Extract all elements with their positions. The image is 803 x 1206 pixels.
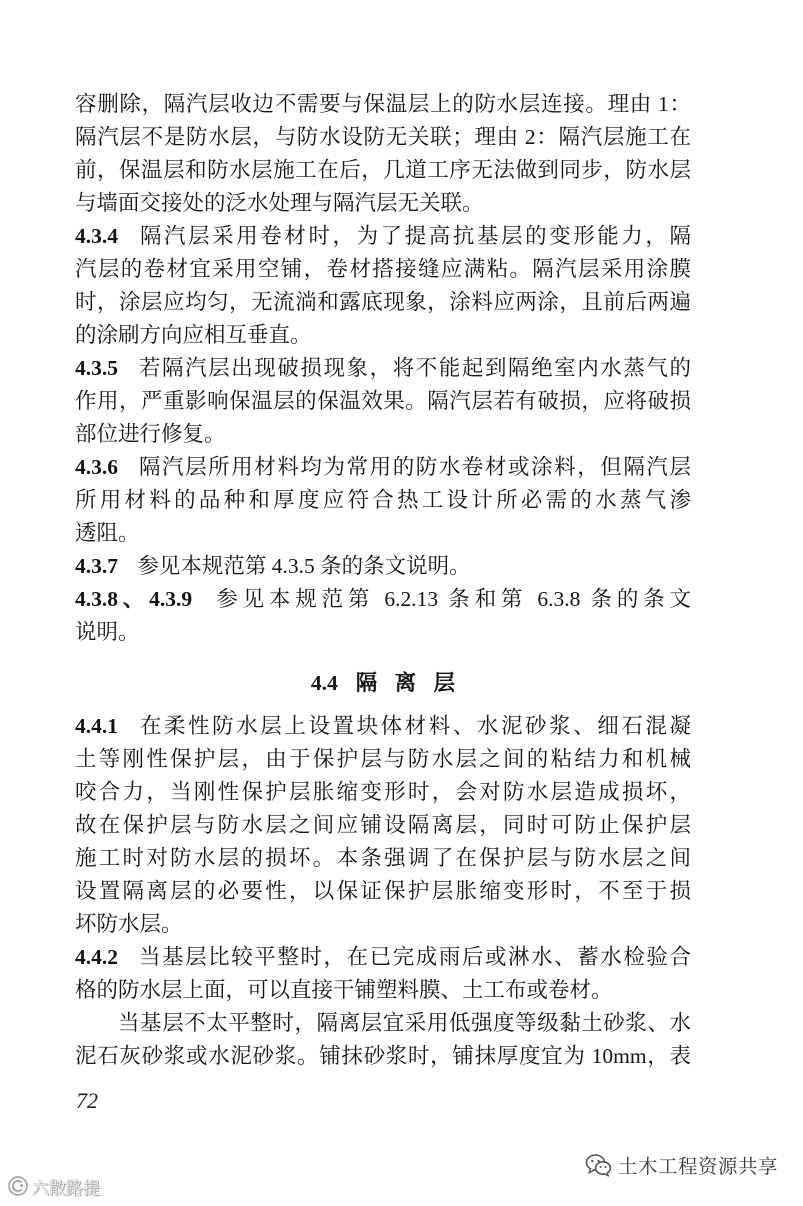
text-span: 参见本规范第 4.3.5 条的条文说明。 — [137, 554, 471, 578]
clause-4-3-7 — [75, 550, 691, 583]
text-line: 隔汽层不是防水层，与防水设防无关联；理由 2：隔汽层施工在 — [75, 125, 691, 149]
watermark-bottom-left — [7, 1173, 100, 1199]
clause-continuation — [75, 88, 691, 220]
watermark-text: 六散路提 — [32, 1178, 100, 1199]
text-line: 部位进行修复。 — [75, 422, 226, 446]
text-line: 土等刚性保护层，由于保护层与防水层之间的粘结力和机械 — [75, 747, 691, 771]
text-line: 所用材料的品种和厚度应符合热工设计所必需的水蒸气渗 — [75, 488, 691, 512]
clause-number: 4.3.5 — [75, 356, 118, 380]
watermark-logo-icon — [7, 1175, 29, 1197]
clause-4-3-8-4-3-9 — [75, 583, 691, 649]
clause-4-3-4 — [75, 220, 691, 352]
text-line: 格的防水层上面，可以直接干铺塑料膜、土工布或卷材。 — [75, 978, 613, 1002]
clause-number: 4.4.2 — [75, 945, 118, 969]
text-line — [75, 583, 691, 616]
clause-number: 4.4.1 — [75, 714, 118, 738]
wechat-icon — [585, 1153, 612, 1178]
clause-4-4-2-paragraph-2 — [75, 1007, 691, 1073]
text-line: 时，涂层应均匀，无流淌和露底现象，涂料应两涂，且前后两遍 — [75, 290, 691, 314]
text-span: 隔汽层所用材料均为常用的防水卷材或涂料，但隔汽层 — [138, 455, 691, 479]
text-line: 咬合力，当刚性保护层胀缩变形时，会对防水层造成损坏， — [75, 780, 691, 804]
clause-4-4-1 — [75, 710, 691, 941]
text-line: 当基层不太平整时，隔离层宜采用低强度等级黏土砂浆、水 — [118, 1011, 691, 1035]
text-line: 设置隔离层的必要性，以保证保护层胀缩变形时，不至于损 — [75, 879, 691, 903]
text-line — [75, 550, 691, 583]
text-line: 汽层的卷材宜采用空铺，卷材搭接缝应满粘。隔汽层采用涂膜 — [75, 257, 691, 281]
text-line: 与墙面交接处的泛水处理与隔汽层无关联。 — [75, 191, 484, 215]
clause-4-3-6 — [75, 451, 691, 550]
text-span: 隔汽层采用卷材时，为了提高抗基层的变形能力，隔 — [139, 224, 691, 248]
text-line: 坏防水层。 — [75, 912, 183, 936]
text-line — [75, 220, 691, 253]
text-span: 在柔性防水层上设置块体材料、水泥砂浆、细石混凝 — [139, 714, 691, 738]
text-line: 的涂刷方向应相互垂直。 — [75, 323, 312, 347]
text-span: 当基层比较平整时，在已完成雨后或淋水、蓄水检验合 — [138, 945, 691, 969]
clause-number: 4.3.8、4.3.9 — [75, 587, 193, 611]
text-line: 说明。 — [75, 620, 140, 644]
clause-number: 4.3.7 — [75, 554, 118, 578]
section-4-4-body — [75, 710, 691, 1073]
watermark-bottom-right — [585, 1151, 778, 1179]
text-line — [75, 352, 691, 385]
clause-number: 4.3.6 — [75, 455, 118, 479]
section-heading — [75, 667, 691, 700]
text-span: 若隔汽层出现破损现象，将不能起到隔绝室内水蒸气的 — [138, 356, 691, 380]
text-line — [75, 451, 691, 484]
text-line: 容删除，隔汽层收边不需要与保温层上的防水层连接。理由 1： — [75, 92, 691, 116]
text-line: 作用，严重影响保温层的保温效果。隔汽层若有破损，应将破损 — [75, 389, 691, 413]
section-4-3-body — [75, 88, 691, 649]
text-line — [75, 941, 691, 974]
text-span: 参见本规范第 6.2.13 条和第 6.3.8 条的条文 — [216, 587, 691, 611]
clause-number: 4.3.4 — [75, 224, 118, 248]
section-title: 隔 离 层 — [355, 671, 456, 695]
watermark-text: 土木工程资源共享 — [618, 1155, 779, 1178]
text-line: 前，保温层和防水层施工在后，几道工序无法做到同步，防水层 — [75, 158, 691, 182]
clause-4-3-5 — [75, 352, 691, 451]
text-line: 透阻。 — [75, 521, 140, 545]
text-line — [75, 710, 691, 743]
page-number: 72 — [76, 1088, 98, 1113]
text-line: 施工时对防水层的损坏。本条强调了在保护层与防水层之间 — [75, 846, 691, 870]
section-number: 4.4 — [310, 671, 338, 695]
clause-4-4-2 — [75, 941, 691, 1007]
text-line: 泥石灰砂浆或水泥砂浆。铺抹砂浆时，铺抹厚度宜为 10mm，表 — [75, 1044, 691, 1068]
text-line: 故在保护层与防水层之间应铺设隔离层，同时可防止保护层 — [75, 813, 691, 837]
